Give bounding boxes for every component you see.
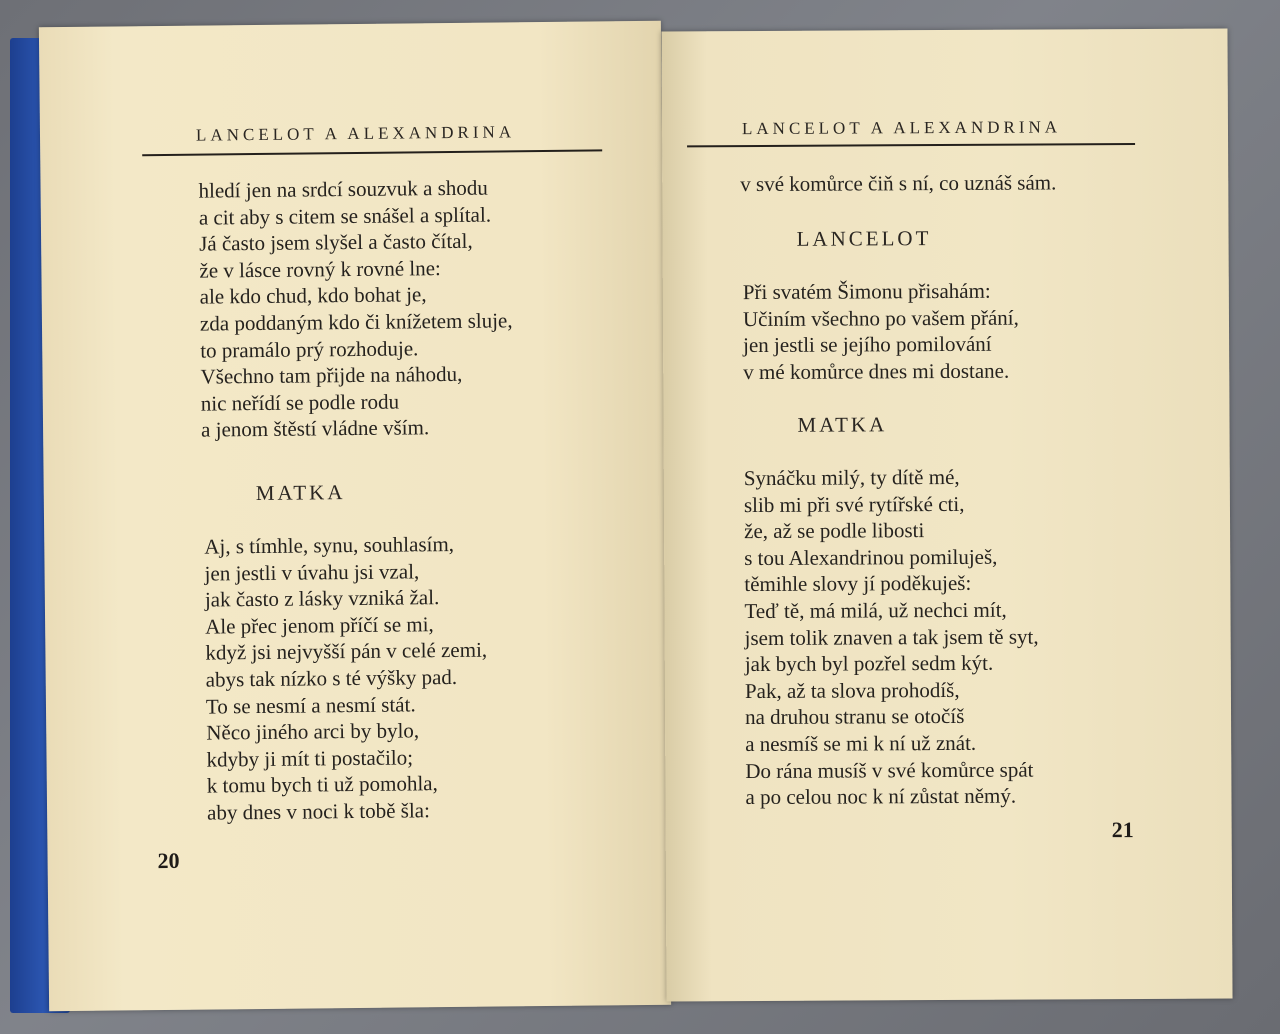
verse-line: v své komůrce čiň s ní, co uznáš sám. bbox=[740, 170, 1057, 197]
verse-block-bottom bbox=[204, 531, 489, 826]
verse-line: jak bych byl pozřel sedm kýt. bbox=[744, 650, 994, 677]
verse-line: jak často z lásky vzniká žal. bbox=[204, 585, 440, 612]
verse-line: Ale přec jenom příčí se mi, bbox=[205, 611, 434, 639]
header-rule bbox=[142, 149, 602, 156]
verse-line: zda poddaným kdo či knížetem sluje, bbox=[199, 308, 513, 336]
verse-block-matka bbox=[744, 464, 1040, 811]
verse-line: Něco jiného arci by bylo, bbox=[206, 718, 420, 745]
speaker-name: MATKA bbox=[255, 480, 346, 506]
verse-line: Učiním všechno po vašem přání, bbox=[742, 305, 1019, 331]
verse-line: v mé komůrce dnes mi dostane. bbox=[743, 358, 1010, 384]
verse-line: abys tak nízko s té výšky pad. bbox=[205, 664, 458, 692]
verse-line: Já často jsem slyšel a často čítal, bbox=[199, 228, 473, 256]
verse-line: Aj, s tímhle, synu, souhlasím, bbox=[204, 531, 455, 559]
verse-line: jsem tolik znaven a tak jsem tě syt, bbox=[744, 624, 1039, 650]
right-page bbox=[661, 29, 1232, 1002]
page-number: 20 bbox=[157, 847, 180, 874]
verse-line: Pak, až ta slova prohodíš, bbox=[744, 677, 960, 703]
verse-line: Teď tě, má milá, už nechci mít, bbox=[744, 597, 1007, 624]
verse-line: To se nesmí a nesmí stát. bbox=[205, 691, 416, 719]
header-rule bbox=[687, 143, 1135, 147]
running-head: LANCELOT A ALEXANDRINA bbox=[741, 117, 1062, 139]
verse-line: s tou Alexandrinou pomiluješ, bbox=[744, 544, 998, 570]
verse-line: jen jestli se jejího pomilování bbox=[743, 331, 992, 358]
verse-line-first bbox=[740, 169, 1056, 197]
verse-line: že v lásce rovný k rovné lne: bbox=[199, 255, 441, 283]
verse-line: když jsi nejvyšší pán v celé zemi, bbox=[205, 637, 488, 665]
verse-line: a cit aby s citem se snášel a splítal. bbox=[198, 202, 492, 230]
speaker-name: MATKA bbox=[797, 412, 888, 437]
verse-line: k tomu bych ti už pomohla, bbox=[206, 771, 438, 798]
running-head: LANCELOT A ALEXANDRINA bbox=[195, 122, 516, 145]
verse-line: jen jestli v úvahu jsi vzal, bbox=[204, 558, 420, 586]
verse-line: Do rána musíš v své komůrce spát bbox=[745, 757, 1034, 783]
verse-line: nic neřídí se podle rodu bbox=[200, 389, 400, 416]
verse-line: kdyby ji mít ti postačilo; bbox=[206, 745, 414, 772]
verse-line: Při svatém Šimonu přisahám: bbox=[742, 278, 991, 305]
verse-line: že, až se podle libosti bbox=[744, 518, 925, 544]
verse-line: těmihle slovy jí poděkuješ: bbox=[744, 571, 972, 597]
speaker-name: LANCELOT bbox=[796, 226, 932, 251]
verse-line: Synáčku milý, ty dítě mé, bbox=[743, 464, 960, 491]
verse-line: Všechno tam přijde na náhodu, bbox=[200, 362, 463, 389]
verse-line: to pramálo prý rozhoduje. bbox=[200, 335, 419, 363]
verse-line: hledí jen na srdcí souzvuk a shodu bbox=[198, 175, 488, 203]
verse-line: a nesmíš se mi k ní už znát. bbox=[745, 730, 977, 756]
verse-line: na druhou stranu se otočíš bbox=[744, 704, 965, 730]
verse-line: a po celou noc k ní zůstat němý. bbox=[745, 783, 1017, 810]
verse-block-lancelot bbox=[743, 278, 1019, 386]
verse-line: a jenom štěstí vládne vším. bbox=[200, 415, 430, 442]
verse-line: slib mi při své rytířské cti, bbox=[743, 491, 965, 517]
page-number: 21 bbox=[1111, 817, 1134, 843]
verse-line: aby dnes v noci k tobě šla: bbox=[206, 798, 431, 825]
verse-line: ale kdo chud, kdo bohat je, bbox=[199, 282, 427, 309]
left-page bbox=[39, 21, 671, 1011]
verse-block-top bbox=[198, 174, 513, 443]
